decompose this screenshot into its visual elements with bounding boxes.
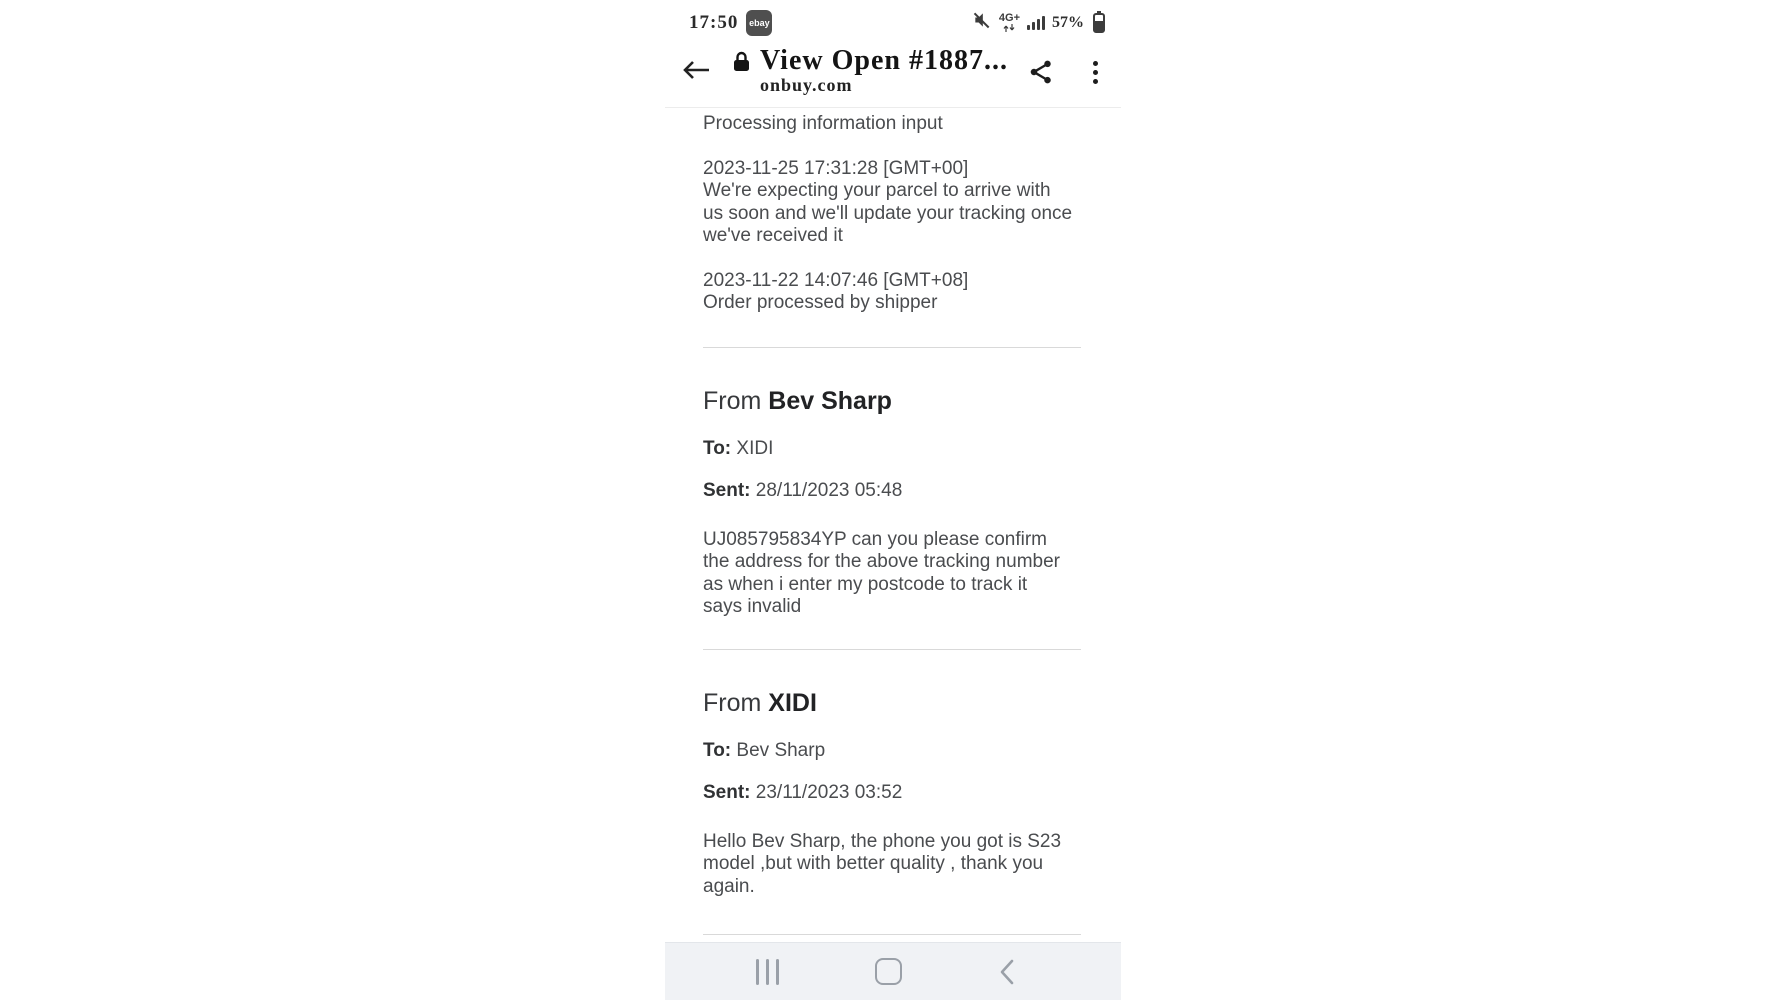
sent-datetime: 23/11/2023 03:52 bbox=[755, 782, 903, 803]
message-to-line: To: Bev Sharp bbox=[703, 739, 826, 761]
ebay-notification-icon: ebay bbox=[746, 10, 772, 36]
sent-datetime: 28/11/2023 05:48 bbox=[755, 480, 903, 501]
event-timestamp: 2023-11-22 14:07:46 [GMT+08] bbox=[703, 269, 969, 291]
share-icon bbox=[1028, 59, 1054, 85]
message-body: Hello Bev Sharp, the phone you got is S23 model ,but with better quality , thank you again. bbox=[703, 830, 1062, 897]
message-sent-line: Sent: 23/11/2023 03:52 bbox=[703, 782, 903, 803]
recents-icon bbox=[756, 959, 759, 985]
menu-dot bbox=[1093, 70, 1098, 75]
message-block bbox=[703, 688, 1081, 899]
recents-button[interactable] bbox=[756, 959, 779, 985]
message-to-line: To: XIDI bbox=[703, 437, 774, 459]
message-block bbox=[703, 386, 1081, 619]
section-divider bbox=[703, 934, 1081, 935]
sender-name: Bev Sharp bbox=[768, 386, 892, 415]
status-clock: 17:50 bbox=[689, 11, 739, 33]
page-content bbox=[665, 113, 1121, 935]
tracking-event bbox=[703, 270, 1075, 315]
message-body: UJ085795834YP can you please confirm the address for the above tracking number as when i enter my postcode to track it says invalid bbox=[703, 528, 1060, 617]
menu-dot bbox=[1093, 79, 1098, 84]
overflow-menu-button[interactable] bbox=[1069, 45, 1121, 99]
page-title: View Open #1887... bbox=[760, 45, 1008, 76]
mute-icon bbox=[972, 10, 992, 35]
sender-name: XIDI bbox=[768, 688, 817, 717]
menu-dot bbox=[1093, 61, 1098, 66]
message-from-heading: From XIDI bbox=[703, 688, 817, 717]
message-sent-line: Sent: 28/11/2023 05:48 bbox=[703, 480, 903, 501]
event-description: Order processed by shipper bbox=[703, 292, 938, 313]
battery-icon bbox=[1093, 13, 1105, 33]
back-chevron-icon bbox=[998, 958, 1015, 986]
site-url: onbuy.com bbox=[760, 75, 853, 95]
recipient-name: Bev Sharp bbox=[736, 739, 826, 761]
share-button[interactable] bbox=[1013, 45, 1069, 99]
network-type-icon: 4G+ bbox=[999, 13, 1020, 32]
nav-back-button[interactable] bbox=[998, 958, 1015, 986]
phone-screen bbox=[665, 0, 1121, 1000]
tracking-status-line: Processing information input bbox=[703, 113, 943, 134]
event-description: We're expecting your parcel to arrive with us soon and we'll update your tracking once we've received it bbox=[703, 180, 1073, 246]
section-divider bbox=[703, 347, 1081, 348]
message-from-heading: From Bev Sharp bbox=[703, 386, 892, 415]
tracking-event bbox=[703, 158, 1075, 248]
event-timestamp: 2023-11-25 17:31:28 [GMT+00] bbox=[703, 157, 969, 179]
home-button[interactable] bbox=[875, 958, 902, 985]
address-bar[interactable] bbox=[727, 45, 1013, 96]
recipient-name: XIDI bbox=[736, 437, 774, 459]
browser-back-button[interactable] bbox=[665, 45, 727, 95]
back-arrow-icon bbox=[680, 57, 712, 83]
status-bar bbox=[665, 0, 1121, 45]
signal-strength-icon bbox=[1027, 15, 1045, 30]
android-nav-bar bbox=[665, 942, 1121, 1000]
browser-header bbox=[665, 45, 1121, 108]
battery-percent: 57% bbox=[1052, 13, 1084, 31]
lock-icon bbox=[733, 51, 750, 72]
section-divider bbox=[703, 649, 1081, 650]
